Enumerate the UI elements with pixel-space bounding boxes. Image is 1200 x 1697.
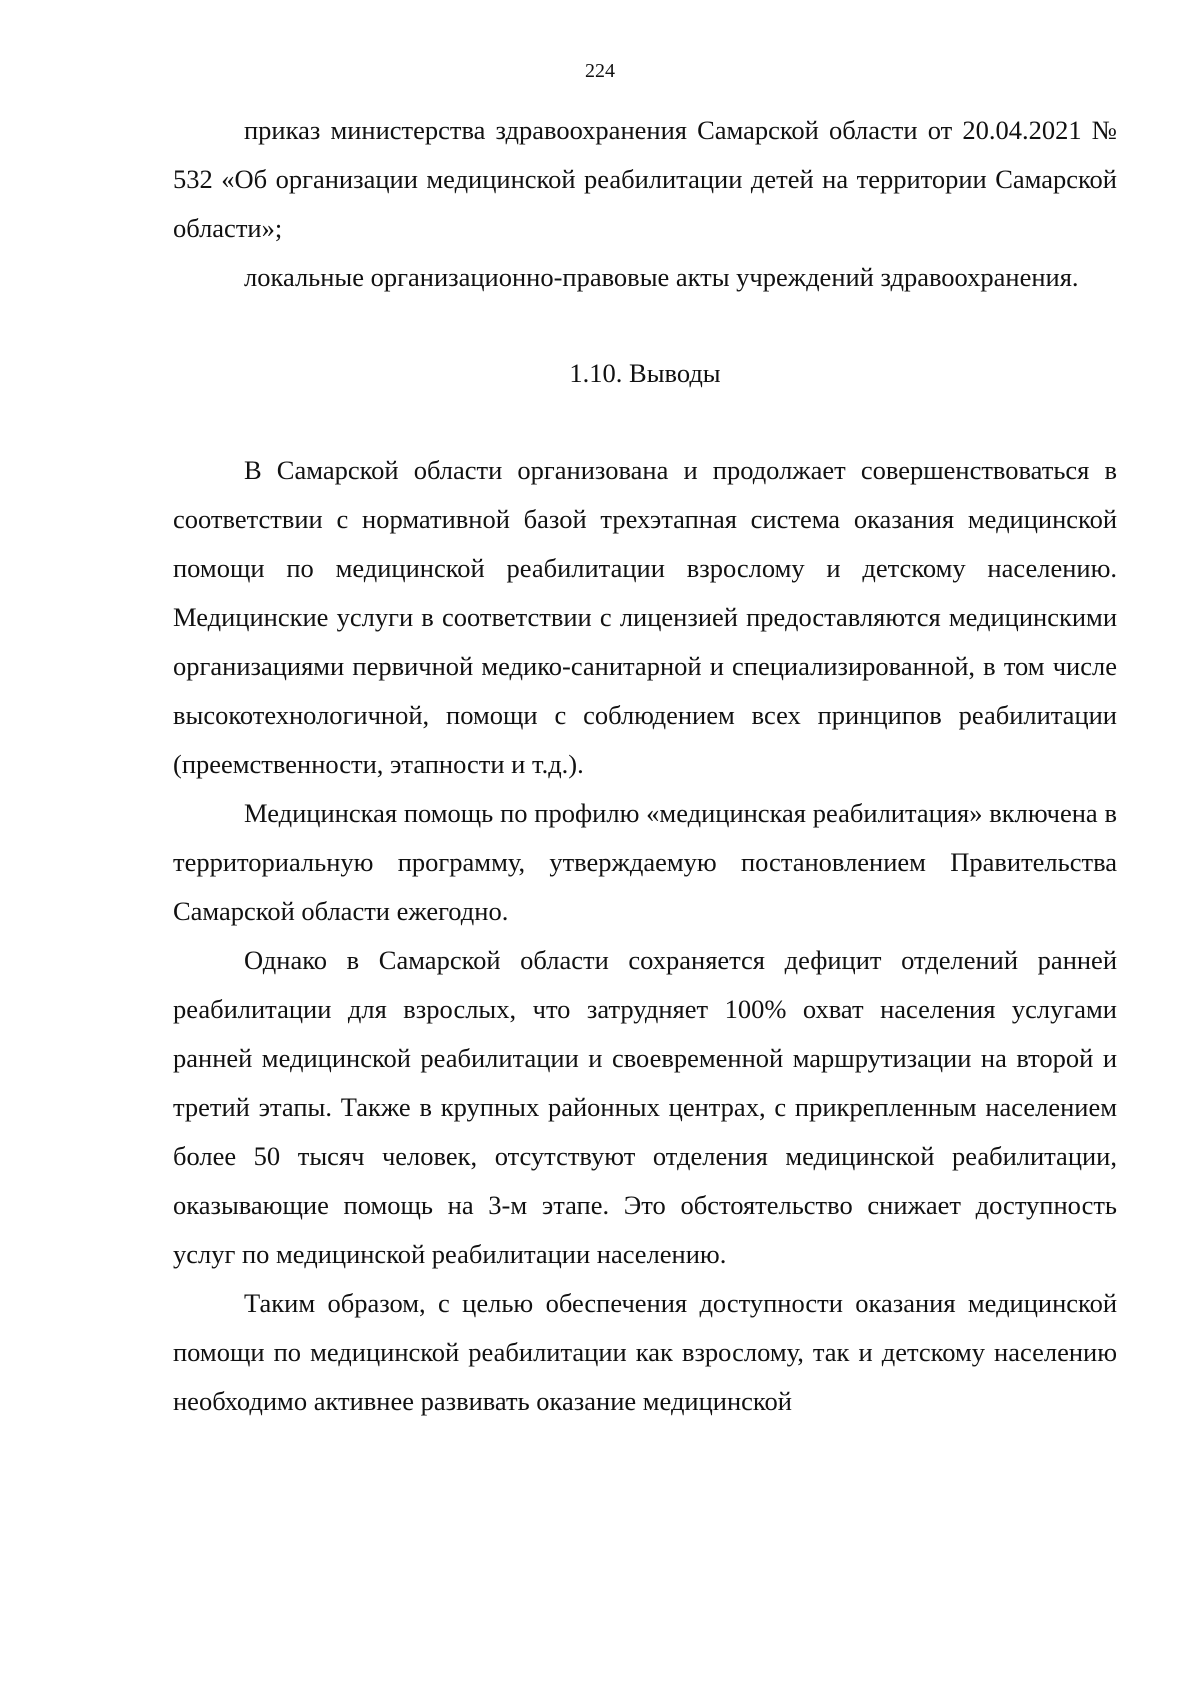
paragraph-territorial-program: Медицинская помощь по профилю «медицинская реабилитация» включена в территориальную программу, утверждаемую постановлением Правительства Самарской области ежегодно.: [173, 798, 1117, 926]
paragraph-order-reference: приказ министерства здравоохранения Самарской области от 20.04.2021 № 532 «Об организации медицинской реабилитации детей на территории Самарской области»;: [173, 115, 1117, 243]
paragraph-local-acts: локальные организационно-правовые акты учреждений здравоохранения.: [244, 262, 1079, 292]
page-number: 224: [585, 60, 615, 82]
document-body: [173, 106, 1117, 1426]
section-heading: 1.10. Выводы: [569, 358, 721, 388]
paragraph-conclusion: Таким образом, с целью обеспечения доступности оказания медицинской помощи по медицинской реабилитации как взрослому, так и детскому населению необходимо активнее развивать оказание медицинской: [173, 1288, 1117, 1416]
paragraph-deficit: Однако в Самарской области сохраняется дефицит отделений ранней реабилитации для взрослых, что затрудняет 100% охват населения услугами ранней медицинской реабилитации и своевременной маршрутизации на второй и третий этапы. Также в крупных районных центрах, с прикрепленным населением более 50 тысяч человек, отсутствуют отделения медицинской реабилитации, оказывающие помощь на 3-м этапе. Это обстоятельство снижает доступность услуг по медицинской реабилитации населению.: [173, 945, 1117, 1269]
paragraph-rehab-system: В Самарской области организована и продолжает совершенствоваться в соответствии с нормативной базой трехэтапная система оказания медицинской помощи по медицинской реабилитации взрослому и детскому населению. Медицинские услуги в соответствии с лицензией предоставляются медицинскими организациями первичной медико-санитарной и специализированной, в том числе высокотехнологичной, помощи с соблюдением всех принципов реабилитации (преемственности, этапности и т.д.).: [173, 455, 1117, 779]
